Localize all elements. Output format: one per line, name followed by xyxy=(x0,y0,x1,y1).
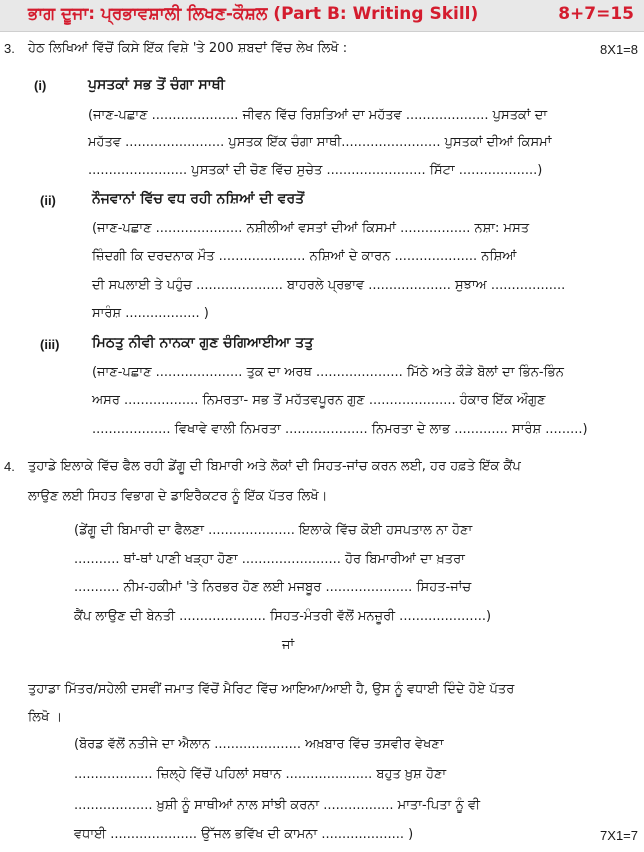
topic-1-roman: (i) xyxy=(34,78,47,93)
q4-point-b-4: ਵਧਾਈ ..................... ਉੱਜਲ ਭਵਿੱਖ ਦੀ ਕਾਮਨਾ .................... ) xyxy=(74,827,414,842)
q4-point-a-2: ........... ਥਾਂ-ਥਾਂ ਪਾਣੀ ਖੜ੍ਹਾ ਹੋਣਾ ........................ ਹੋਰ ਬਿਮਾਰੀਆਂ ਦਾ ਖ਼ਤਰਾ xyxy=(74,552,465,567)
topic-2-line-1: (ਜਾਣ-ਪਛਾਣ ..................... ਨਸ਼ੀਲੀਆਂ ਵਸਤਾਂ ਦੀਆਂ ਕਿਸਮਾਂ ................. ਨਸ਼ਾ: ਮਸਤ xyxy=(92,221,530,236)
topic-2-roman: (ii) xyxy=(40,193,56,208)
question-4-instruction-line-2: ਲਾਉਣ ਲਈ ਸਿਹਤ ਵਿਭਾਗ ਦੇ ਡਾਇਰੈਕਟਰ ਨੂੰ ਇੱਕ ਪੱਤਰ ਲਿਖੋ। xyxy=(28,489,328,504)
question-4-instruction-line-1: ਤੁਹਾਡੇ ਇਲਾਕੇ ਵਿੱਚ ਫੈਲ ਰਹੀ ਡੇਂਗੂ ਦੀ ਬਿਮਾਰੀ ਅਤੇ ਲੋਕਾਂ ਦੀ ਸਿਹਤ-ਜਾਂਚ ਕਰਨ ਲਈ, ਹਰ ਹਫ਼ਤੇ ਇੱਕ ਕੈਂਪ xyxy=(28,459,521,474)
q4-point-a-3: ........... ਨੀਮ-ਹਕੀਮਾਂ 'ਤੇ ਨਿਰਭਰ ਹੋਣ ਲਈ ਮਜਬੂਰ ..................... ਸਿਹਤ-ਜਾਂਚ xyxy=(74,580,472,595)
section-title: ਭਾਗ ਦੂਜਾ: ਪ੍ਰਭਾਵਸ਼ਾਲੀ ਲਿਖਣ-ਕੌਸ਼ਲ (Part B: Writing Skill) xyxy=(28,4,479,24)
q4-alt-line-1: ਤੁਹਾਡਾ ਮਿੱਤਰ/ਸਹੇਲੀ ਦਸਵੀਂ ਜਮਾਤ ਵਿੱਚੋਂ ਮੈਰਿਟ ਵਿੱਚ ਆਇਆ/ਆਈ ਹੈ, ਉਸ ਨੂੰ ਵਧਾਈ ਦਿੰਦੇ ਹੋਏ ਪੱਤਰ xyxy=(28,682,515,697)
topic-1-line-1: (ਜਾਣ-ਪਛਾਣ ..................... ਜੀਵਨ ਵਿੱਚ ਰਿਸ਼ਤਿਆਂ ਦਾ ਮਹੱਤਵ .................... ਪੁਸਤਕਾਂ ਦਾ xyxy=(88,108,548,123)
section-marks: 8+7=15 xyxy=(558,4,634,24)
topic-3-line-1: (ਜਾਣ-ਪਛਾਣ ..................... ਤੁਕ ਦਾ ਅਰਥ ..................... ਮਿੱਠੇ ਅਤੇ ਕੌੜੇ ਬੋਲਾਂ ਦਾ ਭਿੰਨ-ਭਿੰਨ xyxy=(92,365,564,380)
question-4-number: 4. xyxy=(4,459,15,474)
topic-2-line-4: ਸਾਰੰਸ਼ .................. ) xyxy=(92,306,209,321)
topic-3-title: ਮਿਠਤੁ ਨੀਵੀ ਨਾਨਕਾ ਗੁਣ ਚੰਗਿਆਈਆ ਤਤੁ xyxy=(92,335,314,351)
topic-2-line-3: ਦੀ ਸਪਲਾਈ ਤੇ ਪਹੁੰਚ ..................... ਬਾਹਰਲੇ ਪ੍ਰਭਾਵ .................... ਸੁਝਾਅ .................. xyxy=(92,278,566,293)
q4-point-a-1: (ਡੇਂਗੂ ਦੀ ਬਿਮਾਰੀ ਦਾ ਫੈਲਣਾ ..................... ਇਲਾਕੇ ਵਿੱਚ ਕੋਈ ਹਸਪਤਾਲ ਨਾ ਹੋਣਾ xyxy=(74,523,473,538)
topic-3-line-2: ਅਸਰ .................. ਨਿਮਰਤਾ- ਸਭ ਤੋਂ ਮਹੱਤਵਪੂਰਨ ਗੁਣ ..................... ਹੰਕਾਰ ਇੱਕ ਔਗੁਣ xyxy=(92,393,546,408)
q4-point-b-3: ................... ਖ਼ੁਸ਼ੀ ਨੂੰ ਸਾਥੀਆਂ ਨਾਲ ਸਾਂਝੀ ਕਰਨਾ ................. ਮਾਤਾ-ਪਿਤਾ ਨੂੰ ਵੀ xyxy=(74,798,481,813)
question-3-instruction: ਹੇਠ ਲਿਖਿਆਂ ਵਿੱਚੋਂ ਕਿਸੇ ਇੱਕ ਵਿਸ਼ੇ 'ਤੇ 200 ਸ਼ਬਦਾਂ ਵਿੱਚ ਲੇਖ ਲਿਖੋ : xyxy=(28,41,348,56)
question-3-marks: 8X1=8 xyxy=(600,42,638,57)
topic-1-line-3: ........................ ਪੁਸਤਕਾਂ ਦੀ ਚੋਣ ਵਿੱਚ ਸੁਚੇਤ ........................ ਸਿੱਟਾ ...................) xyxy=(88,163,543,178)
question-3-number: 3. xyxy=(4,41,15,56)
section-header xyxy=(0,0,644,32)
q4-point-b-1: (ਬੋਰਡ ਵੱਲੋਂ ਨਤੀਜੇ ਦਾ ਐਲਾਨ ..................... ਅਖ਼ਬਾਰ ਵਿੱਚ ਤਸਵੀਰ ਵੇਖਣਾ xyxy=(74,737,444,752)
q4-point-a-4: ਕੈਂਪ ਲਾਉਣ ਦੀ ਬੇਨਤੀ ..................... ਸਿਹਤ-ਮੰਤਰੀ ਵੱਲੋਂ ਮਨਜ਼ੂਰੀ .....................) xyxy=(74,609,492,624)
or-label: ਜਾਂ xyxy=(282,638,295,653)
question-4-marks: 7X1=7 xyxy=(600,828,638,843)
q4-alt-line-2: ਲਿਖੋ । xyxy=(28,710,63,725)
topic-1-line-2: ਮਹੱਤਵ ........................ ਪੁਸਤਕ ਇੱਕ ਚੰਗਾ ਸਾਥੀ........................ ਪੁਸਤਕਾਂ ਦੀਆਂ ਕਿਸਮਾਂ xyxy=(88,135,552,150)
topic-3-roman: (iii) xyxy=(40,337,60,352)
topic-2-line-2: ਜ਼ਿੰਦਗੀ ਕਿ ਦਰਦਨਾਕ ਮੌਤ ..................... ਨਸ਼ਿਆਂ ਦੇ ਕਾਰਨ .................... ਨਸ਼ਿਆਂ xyxy=(92,249,517,264)
topic-3-line-3: ................... ਵਿਖਾਵੇ ਵਾਲੀ ਨਿਮਰਤਾ .................... ਨਿਮਰਤਾ ਦੇ ਲਾਭ ............. ਸਾਰੰਸ਼ .........) xyxy=(92,422,588,437)
topic-2-title: ਨੌਜਵਾਨਾਂ ਵਿੱਚ ਵਧ ਰਹੀ ਨਸ਼ਿਆਂ ਦੀ ਵਰਤੋਂ xyxy=(92,191,305,207)
q4-point-b-2: ................... ਜ਼ਿਲ੍ਹੇ ਵਿੱਚੋਂ ਪਹਿਲਾਂ ਸਥਾਨ ..................... ਬਹੁਤ ਖ਼ੁਸ਼ ਹੋਣਾ xyxy=(74,767,447,782)
topic-1-title: ਪੁਸਤਕਾਂ ਸਭ ਤੋਂ ਚੰਗਾ ਸਾਥੀ xyxy=(88,77,225,93)
